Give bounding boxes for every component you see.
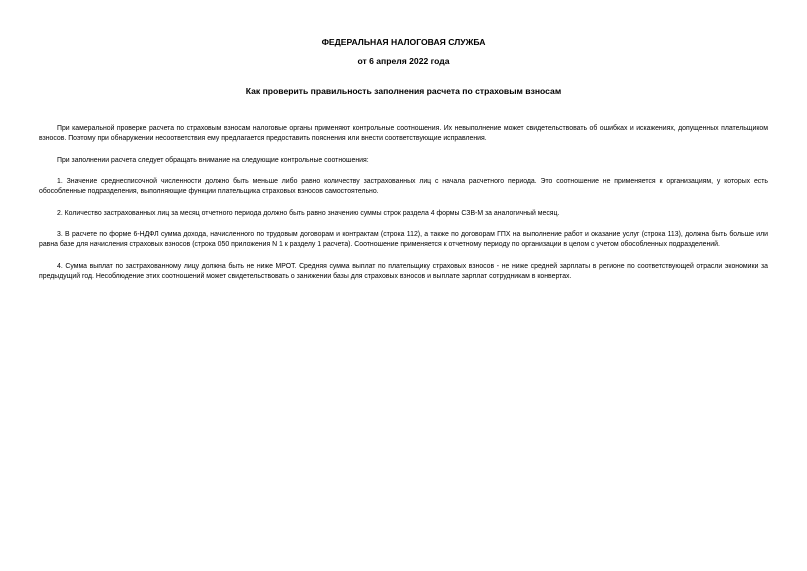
paragraph-lead-in: При заполнении расчета следует обращать внимание на следующие контрольные соотношения:	[57, 156, 369, 164]
paragraph-ratio-4: 4. Сумма выплат по застрахованному лицу должна быть не ниже МРОТ. Средняя сумма выплат по плательщику страховых взносов - не ниже средней зарплаты в регионе по соответствующей отрасли экономики за предыдущий год. Несоблюдение этих соотношений может свидетельствовать о занижении базы для страховых взносов и выплате зарплат сотрудникам в конвертах.	[39, 262, 768, 280]
document-title: Как проверить правильность заполнения расчета по страховым взносам	[245, 86, 562, 96]
paragraph-ratio-3: 3. В расчете по форме 6-НДФЛ сумма дохода, начисленного по трудовым договорам и контрактам (строка 112), а также по договорам ГПХ на выполнение работ и оказание услуг (строка 113), должна быть больше или равна базе для начисления страховых взносов (строка 050 приложения N 1 к разделу 1 расчета). Соотношение применяется к отчетному периоду по организации в целом с учетом обособленных подразделений.	[39, 231, 768, 248]
paragraph-ratio-1: 1. Значение среднесписочной численности должно быть меньше либо равно количеству застрахованных лиц с начала расчетного периода. Это соотношение не применяется к организациям, у которых есть обособленные подразделения, выполняющие функции плательщика страховых взносов самостоятельно.	[39, 178, 768, 195]
document-body	[39, 124, 768, 293]
organization-name: ФЕДЕРАЛЬНАЯ НАЛОГОВАЯ СЛУЖБА	[321, 37, 486, 47]
paragraph-ratio-2: 2. Количество застрахованных лиц за месяц отчетного периода должно быть равно значению суммы строк раздела 4 формы СЗВ-М за аналогичный месяц.	[57, 209, 560, 217]
paragraph-intro: При камеральной проверке расчета по страховым взносам налоговые органы применяют контрольные соотношения. Их невыполнение может свидетельствовать об ошибках и искажениях, допущенных плательщиком взносов. Поэтому при обнаружении несоответствия ему предлагается предоставить пояснения или внести соответствующие исправления.	[39, 125, 768, 142]
document-date: от 6 апреля 2022 года	[357, 56, 450, 66]
